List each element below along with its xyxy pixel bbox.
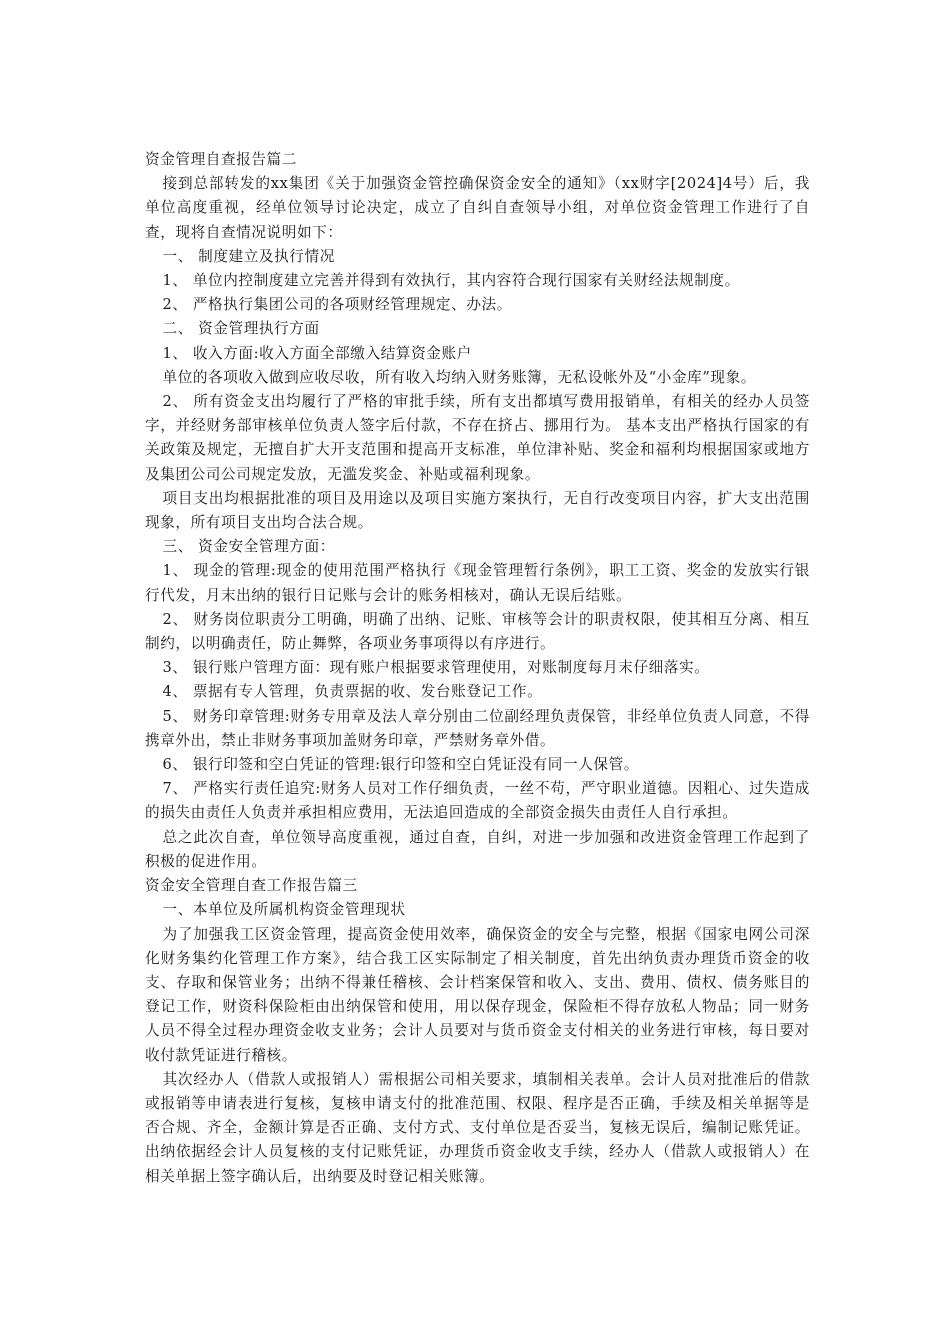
subheading: 三、 资金安全管理方面： <box>162 538 335 556</box>
list-item: 4、 票据有专人管理，负责票据的收、发台账登记工作。 <box>162 683 543 701</box>
list-item: 1、 单位内控制度建立完善并得到有效执行，其内容符合现行国家有关财经法规制度。 <box>162 272 740 290</box>
paragraph: 其次经办人（借款人或报销人）需根据公司相关要求，填制相关表单。会计人员对批准后的借款或报销等申请表进行复核，复核申请支付的批准范围、权限、程序是否正确，手续及相关单据等是否合规、齐全，金额计算是否正确、支付方式、支付单位是否妥当，复核无误后，编制记账凭证。出纳依据经会计人员复核的支付记账凭证，办理货币资金收支手续，经办人（借款人或报销人）在相关单据上签字确认后，出纳要及时登记相关账簿。 <box>145 1070 810 1185</box>
list-item: 5、 财务印章管理:财务专用章及法人章分别由二位副经理负责保管，非经单位负责人同意，不得携章外出，禁止非财务事项加盖财务印章，严禁财务章外借。 <box>145 707 810 749</box>
list-item: 3、 银行账户管理方面：现有账户根据要求管理使用，对账制度每月末仔细落实。 <box>162 659 710 677</box>
list-item: 1、 收入方面:收入方面全部缴入结算资金账户 <box>162 344 472 362</box>
subheading: 一、本单位及所属机构资金管理现状 <box>162 901 406 919</box>
paragraph: 总之此次自查，单位领导高度重视，通过自查，自纠，对进一步加强和改进资金管理工作起到了积极的促进作用。 <box>145 828 810 870</box>
paragraph: 接到总部转发的xx集团《关于加强资金管控确保资金安全的通知》（xx财字[2024]4号）后，我单位高度重视，经单位领导讨论决定，成立了自纠自查领导小组，对单位资金管理工作进行了自查，现将自查情况说明如下： <box>145 175 810 241</box>
subheading: 二、 资金管理执行方面 <box>162 320 320 338</box>
paragraph: 为了加强我工区资金管理，提高资金使用效率，确保资金的安全与完整，根据《国家电网公司深化财务集约化管理工作方案》，结合我工区实际制定了相关制度，首先出纳负责办理货币资金的收支、存取和保管业务；出纳不得兼任稽核、会计档案保管和收入、支出、费用、债权、债务账目的登记工作，财资科保险柜由出纳保管和使用，用以保存现金，保险柜不得存放私人物品；同一财务人员不得全过程办理资金收支业务；会计人员要对与货币资金支付相关的业务进行审核，每日要对收付款凭证进行稽核。 <box>145 925 810 1064</box>
section-title: 资金安全管理自查工作报告篇三 <box>145 877 358 895</box>
list-item: 1、 现金的管理:现金的使用范围严格执行《现金管理暂行条例》，职工工资、奖金的发放实行银行代发，月末出纳的银行日记账与会计的账务相核对，确认无误后结账。 <box>145 562 810 604</box>
section-title: 资金管理自查报告篇二 <box>145 151 297 168</box>
list-item: 2、 严格执行集团公司的各项财经管理规定、办法。 <box>162 296 512 314</box>
list-item: 7、 严格实行责任追究:财务人员对工作仔细负责，一丝不苟，严守职业道德。因粗心、过失造成的损失由责任人负责并承担相应费用，无法追回造成的全部资金损失由责任人自行承担。 <box>145 780 810 822</box>
list-item: 6、 银行印签和空白凭证的管理:银行印签和空白凭证没有同一人保管。 <box>162 756 639 774</box>
document-body <box>145 148 810 1189</box>
paragraph: 项目支出均根据批准的项目及用途以及项目实施方案执行，无自行改变项目内容，扩大支出范围现象，所有项目支出均合法合规。 <box>145 489 810 532</box>
paragraph: 单位的各项收入做到应收尽收，所有收入均纳入财务账簿，无私设帐外及“小金库”现象。 <box>162 368 757 386</box>
list-item: 2、 所有资金支出均履行了严格的审批手续，所有支出都填写费用报销单，有相关的经办人员签字，并经财务部审核单位负责人签字后付款，不存在挤占、挪用行为。 基本支出严格执行国家的有关政策及规定，无擅自扩大开支范围和提高开支标准，单位津补贴、奖金和福利均根据国家或地方及集团公司公司规定发放，无滥发奖金、补贴或福利现象。 <box>145 393 810 483</box>
subheading: 一、 制度建立及执行情况 <box>162 247 335 265</box>
list-item: 2、 财务岗位职责分工明确，明确了出纳、记账、审核等会计的职责权限，使其相互分离、相互制约，以明确责任，防止舞弊，各项业务事项得以有序进行。 <box>145 610 810 653</box>
